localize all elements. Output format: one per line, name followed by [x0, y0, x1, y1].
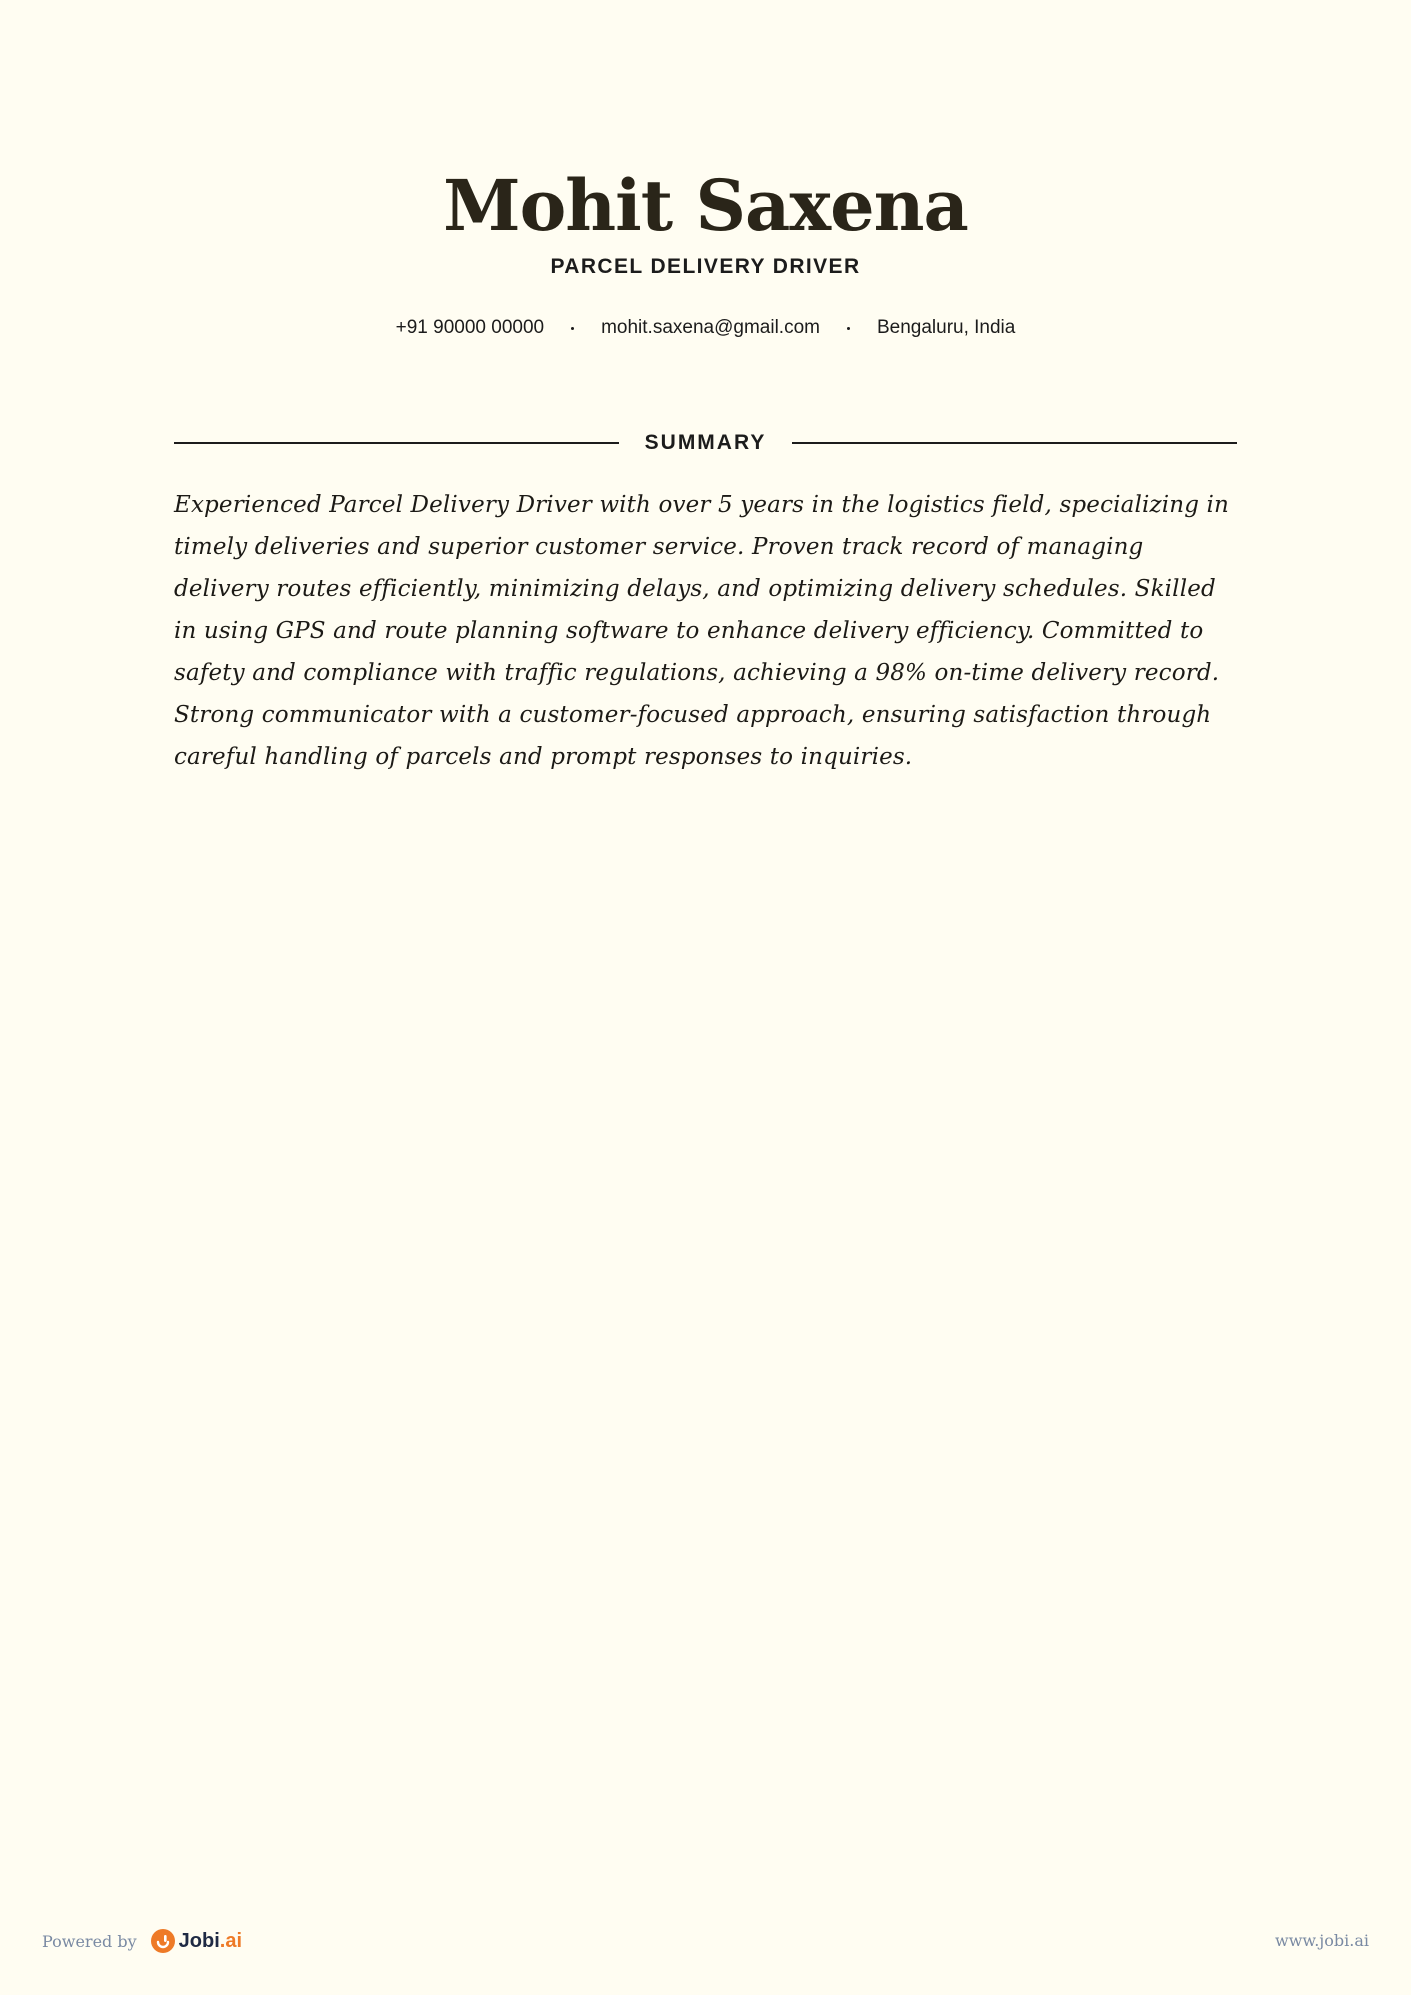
jobi-logo-icon: [151, 1929, 175, 1953]
contact-line: [0, 317, 1411, 339]
separator-dot: [847, 327, 850, 330]
contact-email: mohit.saxena@gmail.com: [601, 317, 820, 338]
powered-by-label: Powered by: [42, 1931, 137, 1951]
job-title: PARCEL DELIVERY DRIVER: [550, 255, 861, 278]
powered-by: [42, 1929, 242, 1953]
brand-logo[interactable]: [151, 1929, 242, 1953]
website-link[interactable]: www.jobi.ai: [1275, 1931, 1369, 1950]
separator-dot: [571, 327, 574, 330]
summary-text: Experienced Parcel Delivery Driver with over 5 years in the logistics field, specializing in timely deliveries and superior customer service. Proven track record of managing delivery routes efficiently, minimizing delays, and optimizing delivery schedules. Skilled in using GPS and route planning software to enhance delivery efficiency. Committed to safety and compliance with traffic regulations, achieving a 98% on-time delivery record. Strong communicator with a customer-focused approach, ensuring satisfaction through careful handling of parcels and prompt responses to inquiries.: [174, 492, 1230, 770]
candidate-name: Mohit Saxena: [443, 164, 968, 247]
contact-phone: +91 90000 00000: [395, 317, 545, 338]
contact-location: Bengaluru, India: [876, 317, 1016, 338]
brand-name: Jobi.ai: [178, 1929, 243, 1952]
summary-section-header: [174, 431, 1237, 455]
divider-left: [174, 442, 619, 444]
divider-right: [792, 442, 1237, 444]
summary-heading: SUMMARY: [644, 431, 767, 454]
